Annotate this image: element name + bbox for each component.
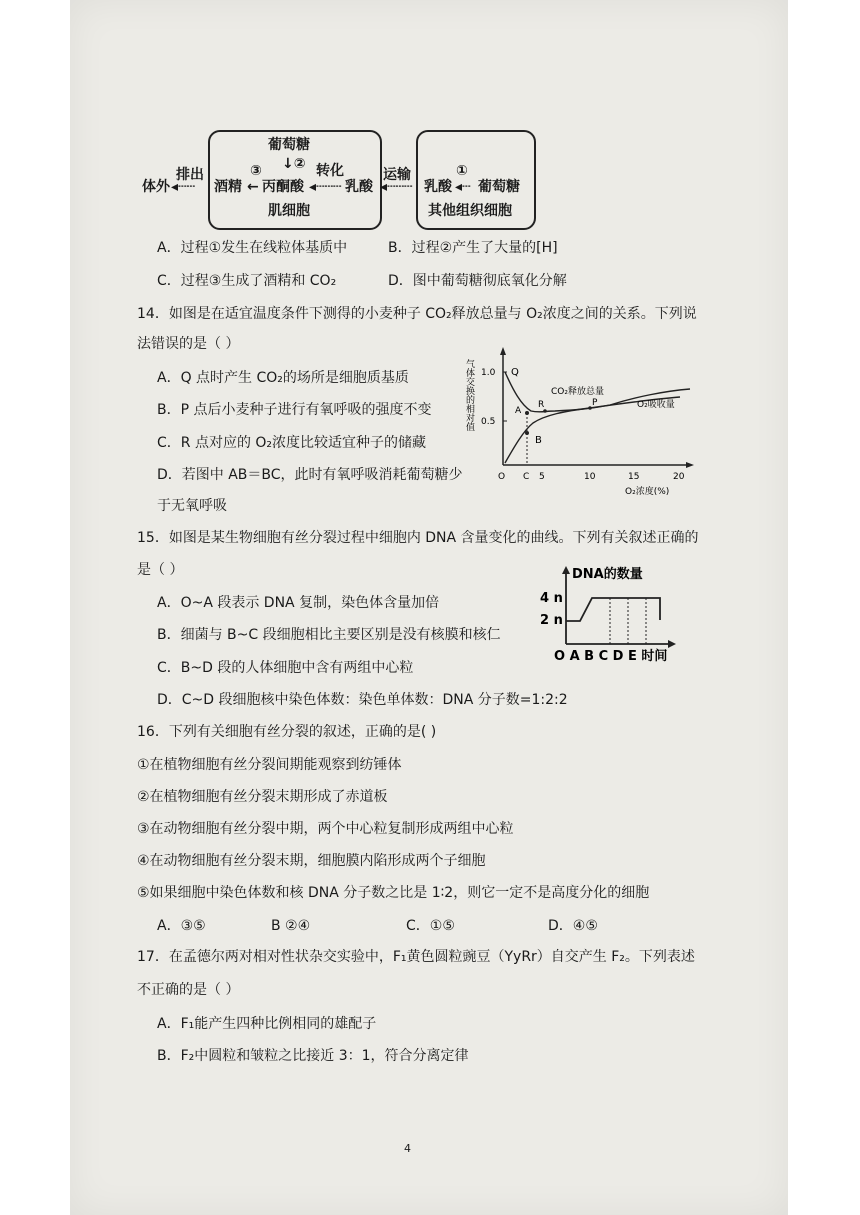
- y-tick-2n: 2 n: [540, 613, 563, 628]
- other-cell-label: 其他组织细胞: [428, 203, 512, 219]
- q16-statement-4: ④在动物细胞有丝分裂末期，细胞膜内陷形成两个子细胞: [137, 853, 486, 869]
- arrow-to-alcohol: ←: [247, 179, 259, 195]
- x-tick-10: 10: [584, 472, 596, 482]
- y-axis-arrow: [500, 347, 506, 355]
- q17-stem-line2: 不正确的是（ ）: [137, 982, 240, 998]
- x-axis-labels: O A B C D E 时间: [554, 649, 668, 664]
- lactate2-label: 乳酸: [424, 179, 452, 195]
- q15-option-c: C．B~D 段的人体细胞中含有两组中心粒: [157, 660, 414, 676]
- glucose2-label: 葡萄糖: [478, 179, 520, 195]
- x-axis-label: O₂浓度(%): [625, 487, 670, 497]
- step-2-label: ↓②: [282, 156, 306, 172]
- point-r-label: R: [538, 400, 545, 410]
- q13-option-d: D．图中葡萄糖彻底氧化分解: [388, 273, 567, 289]
- q16-statement-2: ②在植物细胞有丝分裂末期形成了赤道板: [137, 789, 388, 805]
- arrow-transport: ◂┄┄┄: [380, 179, 413, 195]
- q14-option-b: B．P 点后小麦种子进行有氧呼吸的强度不变: [157, 402, 432, 418]
- convert-label: 转化: [316, 163, 344, 179]
- y-tick-05: 0.5: [481, 417, 496, 427]
- q15-option-a: A．O~A 段表示 DNA 复制，染色体含量加倍: [157, 595, 440, 611]
- alcohol-label: 酒精: [214, 179, 242, 195]
- q13-option-b: B．过程②产生了大量的[H]: [388, 240, 558, 256]
- point-q-label: Q: [511, 367, 519, 378]
- q14-stem-line2: 法错误的是（ ）: [137, 336, 240, 352]
- step-1-label: ①: [456, 163, 468, 179]
- q15-stem-line1: 15．如图是某生物细胞有丝分裂过程中细胞内 DNA 含量变化的曲线。下列有关叙述正确的: [137, 530, 699, 546]
- q14-option-c: C．R 点对应的 O₂浓度比较适宜种子的储藏: [157, 435, 427, 451]
- q15-dna-chart: [540, 562, 720, 667]
- point-p-label: P: [592, 398, 598, 408]
- q16-stem: 16．下列有关细胞有丝分裂的叙述，正确的是( ): [137, 724, 437, 740]
- q14-respiration-chart: [465, 345, 705, 500]
- q15-option-b: B．细菌与 B~C 段细胞相比主要区别是没有核膜和核仁: [157, 627, 501, 643]
- x-tick-15: 15: [628, 472, 640, 482]
- q16-statement-3: ③在动物细胞有丝分裂中期，两个中心粒复制形成两组中心粒: [137, 821, 514, 837]
- q15-option-d: D．C~D 段细胞核中染色体数：染色单体数：DNA 分子数=1:2:2: [157, 692, 568, 708]
- point-b-label: B: [535, 435, 542, 446]
- q17-stem-line1: 17．在孟德尔两对相对性状杂交实验中，F₁黄色圆粒豌豆（YyRr）自交产生 F₂。下列表述: [137, 949, 695, 965]
- q16-option-d: D．④⑤: [548, 918, 598, 934]
- dna-curve: [566, 598, 660, 621]
- x-tick-c: C: [523, 472, 530, 482]
- arrow-convert: ◂┄┄┄: [309, 179, 342, 195]
- dna-chart-title: DNA的数量: [572, 567, 643, 582]
- q14-option-d-line1: D．若图中 AB＝BC，此时有氧呼吸消耗葡萄糖少: [157, 467, 463, 483]
- arrow-to-lactate: ◂┄: [455, 179, 471, 195]
- excrete-label: 排出: [176, 167, 204, 183]
- glucose-label: 葡萄糖: [268, 137, 310, 153]
- x-axis-arrow: [686, 462, 694, 468]
- q13-option-a: A．过程①发生在线粒体基质中: [157, 240, 348, 256]
- q16-statement-5: ⑤如果细胞中染色体数和核 DNA 分子数之比是 1∶2，则它一定不是高度分化的细胞: [137, 885, 650, 901]
- point-a: [525, 411, 529, 415]
- q14-stem-line1: 14．如图是在适宜温度条件下测得的小麦种子 CO₂释放总量与 O₂浓度之间的关系。下列说: [137, 306, 697, 322]
- q14-option-d-line2: 于无氧呼吸: [157, 498, 227, 514]
- q14-option-a: A．Q 点时产生 CO₂的场所是细胞质基质: [157, 370, 409, 386]
- step-3-label: ③: [250, 163, 262, 179]
- o2-series-label: O₂吸收量: [637, 400, 675, 410]
- transport-label: 运输: [383, 167, 411, 183]
- pyruvate-label: 丙酮酸: [262, 179, 304, 195]
- outside-label: 体外: [142, 179, 170, 195]
- x-tick-20: 20: [673, 472, 685, 482]
- q13-option-c: C．过程③生成了酒精和 CO₂: [157, 273, 337, 289]
- muscle-cell-label: 肌细胞: [268, 203, 310, 219]
- point-a-label: A: [515, 406, 522, 416]
- q17-option-b: B．F₂中圆粒和皱粒之比接近 3：1，符合分离定律: [157, 1048, 469, 1064]
- y-axis-label: 气体交换的相对值: [464, 359, 474, 431]
- q15-stem-line2: 是（ ）: [137, 562, 184, 578]
- arrow-excrete: ◂┄┄: [171, 179, 195, 195]
- q16-option-a: A．③⑤: [157, 918, 206, 934]
- x-axis-arrow: [668, 640, 676, 648]
- q16-option-c: C．①⑤: [406, 918, 455, 934]
- y-tick-1: 1.0: [481, 368, 496, 378]
- q16-statement-1: ①在植物细胞有丝分裂间期能观察到纺锤体: [137, 757, 402, 773]
- q17-option-a: A．F₁能产生四种比例相同的雄配子: [157, 1016, 377, 1032]
- page-number: 4: [404, 1142, 411, 1155]
- x-tick-0: O: [498, 472, 506, 482]
- y-axis-arrow: [562, 566, 570, 574]
- co2-series-label: CO₂释放总量: [551, 387, 604, 397]
- q16-option-b: B ②④: [271, 918, 311, 934]
- y-tick-4n: 4 n: [540, 591, 563, 606]
- x-tick-5: 5: [539, 472, 545, 482]
- lactate-label: 乳酸: [345, 179, 373, 195]
- point-b: [525, 431, 529, 435]
